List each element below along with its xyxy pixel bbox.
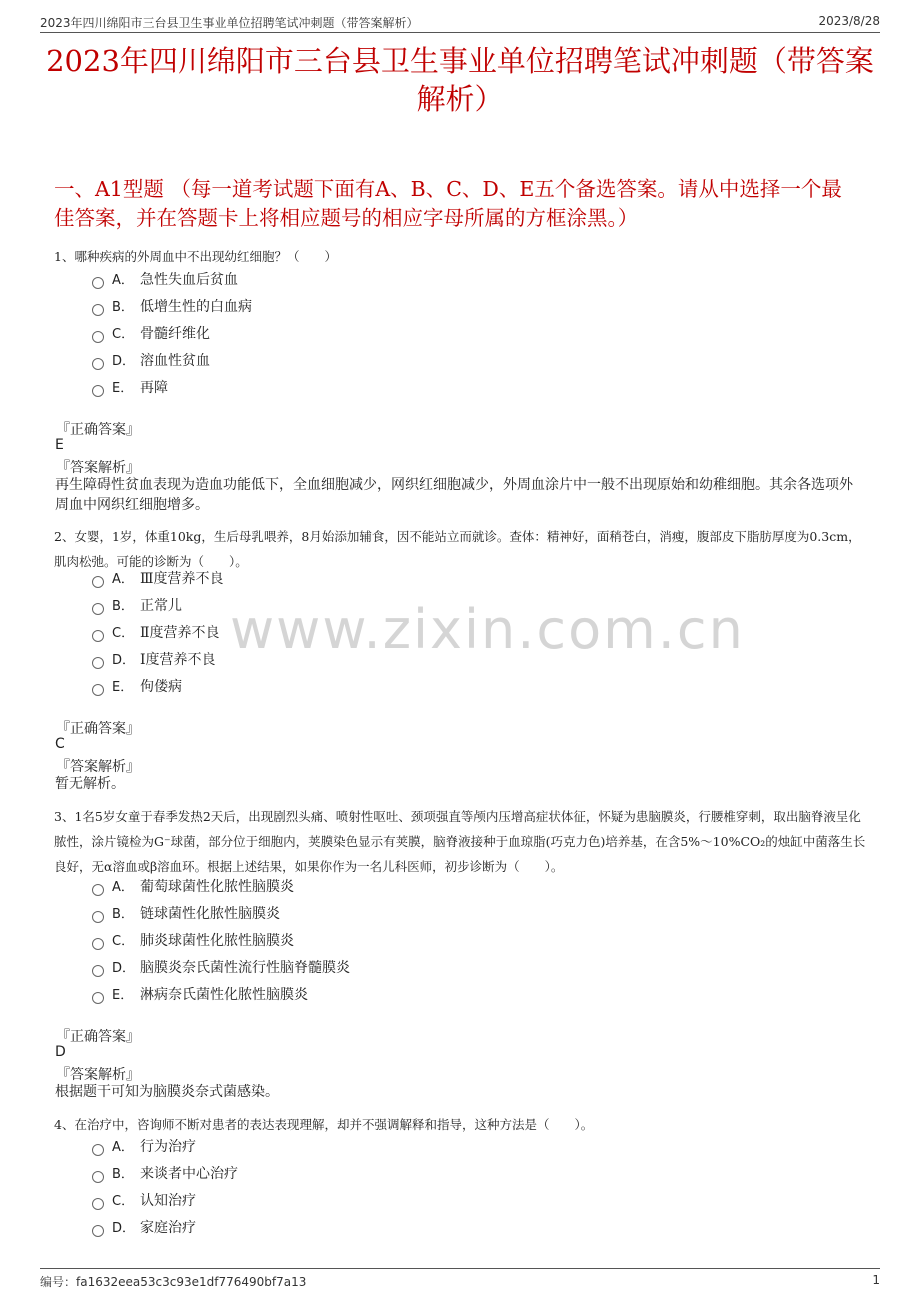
explanation-text: 再生障碍性贫血表现为造血功能低下，全血细胞减少，网织红细胞减少，外周血涂片中一般不出现原始和幼稚细胞。其余各选项外周血中网织红细胞增多。 — [55, 477, 853, 513]
answer-value: D — [55, 1044, 66, 1060]
option-d[interactable]: D． Ⅰ度营养不良 — [92, 649, 216, 671]
explanation-text: 暂无解析。 — [55, 776, 125, 792]
page-header — [40, 12, 880, 33]
radio-icon[interactable] — [92, 576, 104, 588]
option-d[interactable]: D． 脑膜炎奈氏菌性流行性脑脊髓膜炎 — [92, 957, 350, 979]
radio-icon[interactable] — [92, 684, 104, 696]
section-heading: 一、A1型题 （每一道考试题下面有A、B、C、D、E五个备选答案。请从中选择一个最佳答案，并在答题卡上将相应题号的相应字母所属的方框涂黑。） — [54, 177, 842, 230]
option-a[interactable]: A． 急性失血后贫血 — [92, 269, 238, 291]
radio-icon[interactable] — [92, 1225, 104, 1237]
radio-icon[interactable] — [92, 358, 104, 370]
header-doc-title: 2023年四川绵阳市三台县卫生事业单位招聘笔试冲刺题（带答案解析） — [40, 16, 419, 30]
question-text: 2、女婴，1岁，体重10kg，生后母乳喂养，8月始添加辅食，因不能站立而就诊。查体：精神好，面稍苍白，消瘦，腹部皮下脂肪厚度为0.3cm，肌肉松弛。可能的诊断为（ ）。 — [54, 529, 861, 569]
radio-icon[interactable] — [92, 965, 104, 977]
explanation-label: 『答案解析』 — [56, 759, 140, 775]
answer-label: 『正确答案』 — [56, 721, 140, 737]
answer-label: 『正确答案』 — [56, 422, 140, 438]
question-text: 1、哪种疾病的外周血中不出现幼红细胞？（ ） — [54, 249, 337, 264]
radio-icon[interactable] — [92, 304, 104, 316]
radio-icon[interactable] — [92, 331, 104, 343]
radio-icon[interactable] — [92, 884, 104, 896]
header-date: 2023/8/28 — [818, 14, 880, 28]
option-d[interactable]: D． 溶血性贫血 — [92, 350, 210, 372]
radio-icon[interactable] — [92, 1198, 104, 1210]
option-e[interactable]: E． 淋病奈氏菌性化脓性脑膜炎 — [92, 984, 308, 1006]
option-a[interactable]: A． 行为治疗 — [92, 1136, 196, 1158]
page-footer — [40, 1268, 880, 1289]
radio-icon[interactable] — [92, 385, 104, 397]
radio-icon[interactable] — [92, 277, 104, 289]
explanation-text: 根据题干可知为脑膜炎奈式菌感染。 — [55, 1084, 279, 1100]
answer-value: E — [55, 437, 64, 453]
radio-icon[interactable] — [92, 1144, 104, 1156]
radio-icon[interactable] — [92, 992, 104, 1004]
question-text: 3、1名5岁女童于春季发热2天后，出现剧烈头痛、喷射性呕吐、颈项强直等颅内压增高症状体征，怀疑为患脑膜炎，行腰椎穿刺，取出脑脊液呈化脓性，涂片镜检为G⁻球菌，部分位于细胞内，荚膜染色显示有荚膜，脑脊液接种于血琼脂(巧克力色)培养基，在含5%～10%CO₂的烛缸中菌落生长良好，无α溶血或β溶血环。根据上述结果，如果你作为一名儿科医师，初步诊断为（ ）。 — [54, 809, 866, 874]
option-c[interactable]: C． 认知治疗 — [92, 1190, 196, 1212]
option-d[interactable]: D． 家庭治疗 — [92, 1217, 196, 1239]
radio-icon[interactable] — [92, 603, 104, 615]
option-e[interactable]: E． 佝偻病 — [92, 676, 182, 698]
answer-label: 『正确答案』 — [56, 1029, 140, 1045]
option-b[interactable]: B． 正常儿 — [92, 595, 182, 617]
option-c[interactable]: C． Ⅱ度营养不良 — [92, 622, 220, 644]
radio-icon[interactable] — [92, 938, 104, 950]
document-id: 编号：fa1632eea53c3c93e1df776490bf7a13 — [40, 1275, 307, 1289]
option-c[interactable]: C． 骨髓纤维化 — [92, 323, 210, 345]
option-a[interactable]: A． Ⅲ度营养不良 — [92, 568, 224, 590]
radio-icon[interactable] — [92, 630, 104, 642]
option-b[interactable]: B． 来谈者中心治疗 — [92, 1163, 238, 1185]
option-e[interactable]: E． 再障 — [92, 377, 168, 399]
radio-icon[interactable] — [92, 911, 104, 923]
page-number: 1 — [872, 1273, 880, 1287]
option-b[interactable]: B． 链球菌性化脓性脑膜炎 — [92, 903, 280, 925]
option-c[interactable]: C． 肺炎球菌性化脓性脑膜炎 — [92, 930, 294, 952]
option-a[interactable]: A． 葡萄球菌性化脓性脑膜炎 — [92, 876, 294, 898]
radio-icon[interactable] — [92, 657, 104, 669]
watermark: www.zixin.com.cn — [230, 598, 745, 661]
document-title: 2023年四川绵阳市三台县卫生事业单位招聘笔试冲刺题（带答案解析） — [46, 44, 874, 116]
question-text: 4、在治疗中，咨询师不断对患者的表达表现理解，却并不强调解释和指导，这种方法是（ ）。 — [54, 1117, 594, 1132]
explanation-label: 『答案解析』 — [56, 1067, 140, 1083]
explanation-label: 『答案解析』 — [56, 460, 140, 476]
radio-icon[interactable] — [92, 1171, 104, 1183]
option-b[interactable]: B． 低增生性的白血病 — [92, 296, 252, 318]
answer-value: C — [55, 736, 65, 752]
